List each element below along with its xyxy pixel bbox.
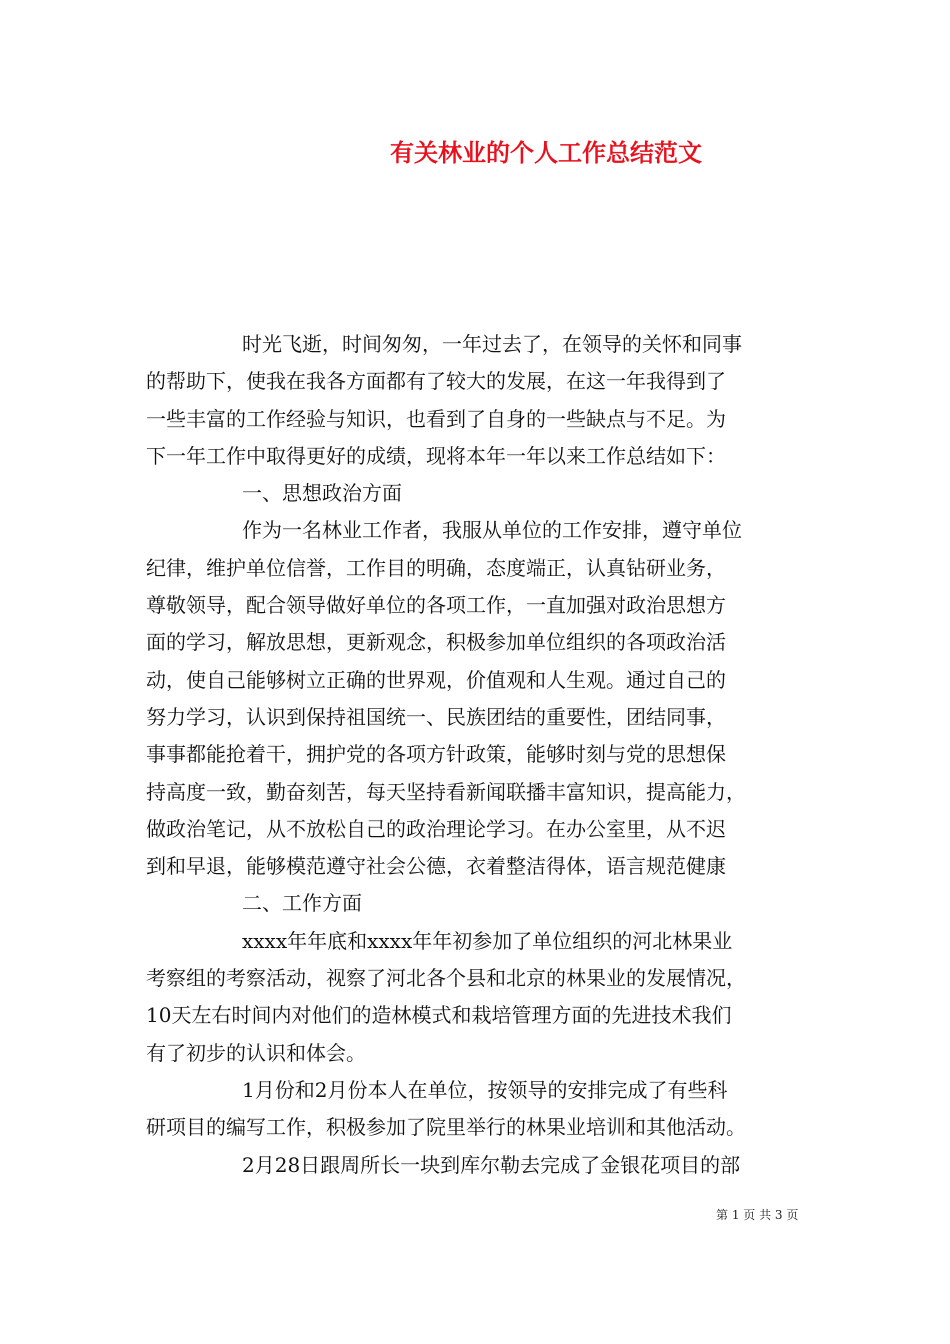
page-number: 第 1 页 共 3 页: [716, 1208, 799, 1222]
body-line: xxxx年年底和xxxx年年初参加了单位组织的河北林果业: [242, 928, 733, 953]
body-line: 一些丰富的工作经验与知识，也看到了自身的一些缺点与不足。为: [146, 406, 726, 431]
body-line: 努力学习，认识到保持祖国统一、民族团结的重要性，团结同事，: [146, 704, 726, 729]
body-line: 纪律，维护单位信誉，工作目的明确，态度端正，认真钻研业务，: [146, 555, 726, 580]
body-line: 下一年工作中取得更好的成绩，现将本年一年以来工作总结如下：: [146, 443, 726, 468]
body-line: 到和早退，能够模范遵守社会公德，衣着整洁得体，语言规范健康: [146, 854, 726, 879]
document-title: 有关林业的个人工作总结范文: [390, 138, 702, 167]
body-line: 持高度一致，勤奋刻苦，每天坚持看新闻联播丰富知识，提高能力，: [146, 779, 746, 804]
body-line: 的帮助下，使我在我各方面都有了较大的发展，在这一年我得到了: [146, 369, 726, 394]
body-line: 10天左右时间内对他们的造林模式和栽培管理方面的先进技术我们: [146, 1003, 732, 1028]
section-heading: 一、思想政治方面: [242, 481, 402, 506]
body-line: 作为一名林业工作者，我服从单位的工作安排，遵守单位: [242, 518, 742, 543]
body-line: 事事都能抢着干，拥护党的各项方针政策，能够时刻与党的思想保: [146, 742, 726, 767]
body-line: 尊敬领导，配合领导做好单位的各项工作，一直加强对政治思想方: [146, 593, 726, 618]
body-line: 1月份和2月份本人在单位，按领导的安排完成了有些科: [242, 1077, 728, 1102]
body-line: 有了初步的认识和体会。: [146, 1040, 366, 1065]
body-line: 考察组的考察活动，视察了河北各个县和北京的林果业的发展情况，: [146, 966, 746, 991]
document-body: [146, 326, 826, 1184]
body-line: 研项目的编写工作，积极参加了院里举行的林果业培训和其他活动。: [146, 1115, 746, 1140]
body-line: 时光飞逝，时间匆匆，一年过去了，在领导的关怀和同事: [242, 332, 742, 356]
section-heading: 二、工作方面: [242, 891, 362, 916]
body-line: 面的学习，解放思想，更新观念，积极参加单位组织的各项政治活: [146, 630, 726, 655]
body-line: 动，使自己能够树立正确的世界观，价值观和人生观。通过自己的: [146, 667, 726, 692]
body-line: 2月28日跟周所长一块到库尔勒去完成了金银花项目的部: [242, 1152, 741, 1177]
body-line: 做政治笔记，从不放松自己的政治理论学习。在办公室里，从不迟: [146, 816, 726, 841]
